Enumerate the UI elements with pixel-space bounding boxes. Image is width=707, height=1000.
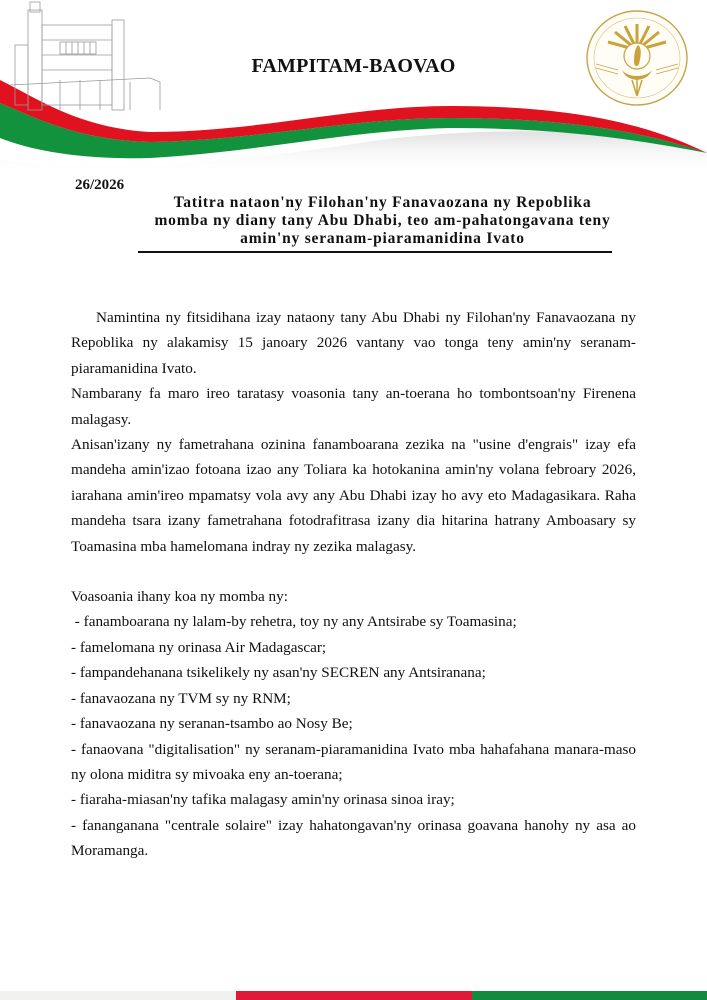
list-item: - famelomana ny orinasa Air Madagascar; [71,638,327,656]
paragraph: Namintina ny fitsidihana izay nataony tany Abu Dhabi ny Filohan'ny Fanavaozana ny Repoblika ny alakamisy 15 janoary 2026 vantany vao tonga teny amin'ny seranam-piaramanidina Ivato. [71,309,636,377]
title-line: momba ny diany tany Abu Dhabi, teo am-pahatongavana teny [154,212,611,229]
paragraph: Nambarany fa maro ireo taratasy voasonia tany an-toerana ho tombontsoan'ny Firenena malagasy. [71,385,636,428]
list-item: - fanavaozana ny seranan-tsambo ao Nosy Be; [71,715,353,733]
paragraph-spacer [71,559,636,584]
list-intro: Voasoania ihany koa ny momba ny: [71,588,288,606]
document-body [71,305,636,864]
document-title [120,194,645,248]
footer-bar-green-segment [472,991,707,1000]
paragraph: Anisan'izany ny fametrahana ozinina fanamboarana zezika na "usine d'engrais" izay efa mandeha amin'izao fotoana izao any Toliara ka hotokanina amin'ny volana febroary 2026, iarahana amin'ireo mpamatsy vola avy any Abu Dhabi izay ho avy eto Madagasikara. Raha mandeha tsara izany fametrahana fotodrafitrasa izany dia hitarina hatrany Amboasary sy Toamasina mba hamelomana indray ny zezika malagasy. [71,436,636,555]
footer-flag-bar [0,991,707,1000]
title-underline-divider [138,251,612,253]
footer-bar-red-segment [236,991,472,1000]
list-item: - fanavaozana ny TVM sy ny RNM; [71,689,291,707]
list-item: - fananganana "centrale solaire" izay hahatongavan'ny orinasa goavana hanohy ny asa ao Moramanga. [71,816,636,860]
title-line: Tatitra nataon'ny Filohan'ny Fanavaozana ny Repoblika [173,194,592,211]
list-item: - fanamboarana ny lalam-by rehetra, toy ny any Antsirabe sy Toamasina; [71,613,517,631]
list-item: - fanaovana "digitalisation" ny seranam-piaramanidina Ivato mba hahafahana manara-maso ny olona miditra sy mivoaka eny an-toerana; [71,740,636,783]
letterhead [0,0,707,175]
header-title: FAMPITAM-BAOVAO [251,55,456,77]
list-item: - fiaraha-miasan'ny tafika malagasy amin'ny orinasa sinoa iray; [71,791,455,809]
list-item: - fampandehanana tsikelikely ny asan'ny SECREN any Antsiranana; [71,664,486,682]
title-line: amin'ny seranam-piaramanidina Ivato [240,230,525,247]
footer-bar-grey-segment [0,991,236,1000]
reference-number: 26/2026 [75,177,125,193]
